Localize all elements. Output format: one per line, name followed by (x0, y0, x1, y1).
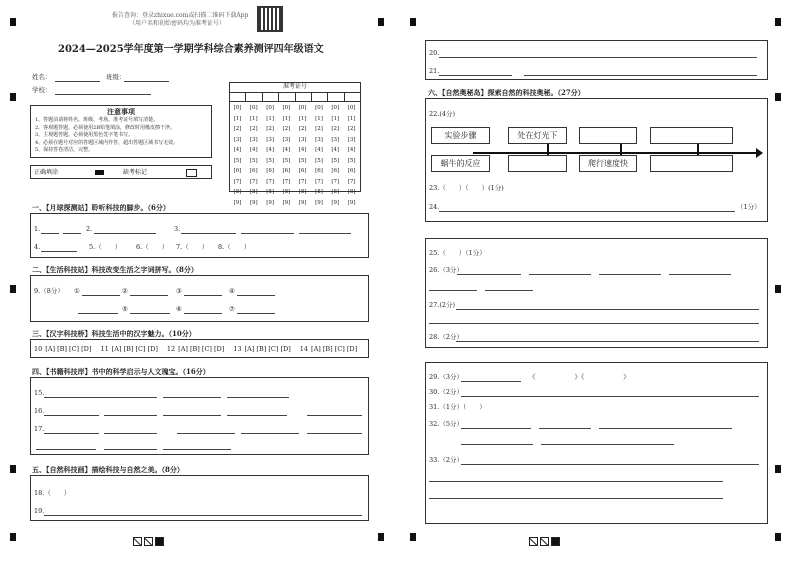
q3-answer[interactable] (181, 233, 236, 234)
q26-label: 26.（3分） (429, 266, 463, 274)
q19-answer[interactable] (44, 515, 362, 516)
q9-blank-3[interactable] (184, 295, 222, 296)
q1-answer[interactable] (41, 233, 59, 234)
section-3-box (30, 339, 369, 358)
admission-digit-bubble[interactable]: [1] (331, 115, 340, 122)
admission-digit-bubble[interactable]: [5] (249, 157, 258, 164)
q17-label: 17. (34, 425, 45, 433)
q32-answer[interactable] (541, 444, 674, 445)
choice-options[interactable]: [A] [B] [C] [D] (244, 345, 291, 353)
admission-digit-column (233, 103, 242, 208)
timing-mark (775, 533, 781, 541)
q29-answer[interactable] (461, 381, 521, 382)
admission-digit-bubble[interactable]: [7] (347, 178, 356, 185)
admission-digit-bubble[interactable]: [2] (249, 126, 258, 132)
admission-digit-bubble[interactable]: [4] (266, 147, 274, 153)
q17-answer[interactable] (36, 449, 96, 450)
q24-points: （1分） (737, 203, 761, 211)
timing-mark (10, 285, 16, 293)
admission-digit-bubble[interactable]: [5] (331, 157, 340, 164)
admission-digit-bubble[interactable]: [8] (282, 189, 291, 195)
choice-question (167, 345, 224, 353)
q20-answer[interactable] (439, 57, 757, 58)
slash-box-icon (144, 537, 153, 546)
q9-blank-1[interactable] (82, 295, 120, 296)
choice-question (34, 345, 91, 353)
correct-fill-label: 正确填涂 (34, 169, 59, 176)
section-6-title: 六、【自然奥秘岛】探索自然的科技奥秘。（27分） (428, 88, 585, 97)
missing-exam-checkbox[interactable] (186, 169, 197, 177)
q2-answer[interactable] (94, 233, 156, 234)
q28-answer[interactable] (456, 341, 759, 342)
q7-label: 7.（ ） (176, 243, 209, 251)
admission-digit-bubble[interactable]: [3] (331, 136, 340, 143)
q3-answer[interactable] (241, 233, 294, 234)
admission-digit-column (347, 103, 356, 208)
admission-digit-bubble[interactable]: [2] (298, 126, 307, 132)
admission-digit-bubble[interactable]: [1] (249, 115, 258, 122)
admission-digit-bubble[interactable]: [9] (266, 199, 274, 206)
admission-digit-bubble[interactable]: [8] (347, 189, 356, 195)
fill-example (30, 165, 212, 179)
admission-digit-bubble[interactable]: [8] (266, 189, 274, 195)
q30-label: 30.（2分） (429, 388, 463, 396)
q8-label: 8.（ ） (218, 243, 251, 251)
choice-options[interactable]: [A] [B] [C] [D] (45, 345, 92, 353)
choice-number: 12 (166, 345, 176, 353)
flow-arrow (473, 152, 761, 154)
q9-blank-6[interactable] (130, 313, 170, 314)
admission-digit-bubble[interactable]: [9] (282, 199, 291, 206)
timing-mark (10, 465, 16, 473)
choice-question (100, 345, 157, 353)
q15-answer[interactable] (227, 397, 289, 398)
admission-digit-bubble[interactable]: [3] (266, 136, 274, 143)
q17-answer[interactable] (241, 433, 299, 434)
q21-answer[interactable] (439, 75, 512, 76)
flow-experiment-box: 实验步骤 (431, 127, 490, 144)
admission-digit-bubble[interactable]: [8] (315, 189, 323, 195)
admission-digit-bubble[interactable]: [1] (298, 115, 307, 122)
section-4-title: 四、【书籍科技岸】书中的科学启示与人文瑰宝。（16分） (32, 367, 210, 376)
blank-6-marker: ⑥ (176, 305, 182, 313)
blank-2-marker: ② (122, 287, 128, 295)
choice-number: 10 (34, 345, 43, 353)
correct-fill-sample (95, 170, 104, 175)
admission-digit-bubble[interactable]: [7] (282, 178, 291, 185)
q6-label: 6.（ ） (136, 243, 169, 251)
admission-digit-bubble[interactable]: [5] (315, 157, 323, 164)
admission-digit-bubble[interactable]: [3] (347, 136, 356, 143)
q9-blank-5[interactable] (78, 313, 118, 314)
admission-digit-bubble[interactable]: [0] (315, 105, 323, 111)
timing-mark (410, 533, 416, 541)
slash-box-icon (540, 537, 549, 546)
q17-answer[interactable] (307, 433, 362, 434)
admission-digit-bubble[interactable]: [4] (249, 147, 258, 153)
q26-answer[interactable] (485, 290, 533, 291)
q33-label: 33.（2分） (429, 456, 463, 464)
q27-label: 27.(2分) (429, 301, 456, 309)
admission-digit-column (266, 103, 275, 208)
notes-box (30, 105, 212, 158)
timing-mark (10, 533, 16, 541)
notes-item: 4、必须在题号对应的答题区域内作答，超出答题区域书写无效。 (35, 139, 179, 146)
q24-answer[interactable] (439, 211, 735, 212)
admission-digit-bubble[interactable]: [6] (298, 168, 307, 174)
notice-line-1: 报告查询：登录zhixue.com或扫描二维码下载App (112, 12, 249, 19)
timing-mark (775, 285, 781, 293)
admission-digit-bubble[interactable]: [8] (331, 189, 340, 195)
q9-blank-4[interactable] (237, 295, 275, 296)
q25-label: 25.（ ）（1分） (429, 249, 486, 257)
q17-answer[interactable] (163, 449, 231, 450)
q15-answer[interactable] (163, 397, 221, 398)
admission-digit-bubble[interactable]: [6] (233, 168, 242, 174)
admission-digit-column (315, 103, 324, 208)
admission-digit-bubble[interactable]: [1] (282, 115, 291, 122)
q22-label: 22.(4分) (429, 110, 456, 118)
admission-digit-bubble[interactable]: [6] (282, 168, 291, 174)
admission-digit-bubble[interactable]: [3] (282, 136, 291, 143)
arrow-head-icon (756, 148, 763, 158)
q27-answer[interactable] (456, 309, 759, 310)
admission-digit-bubble[interactable]: [9] (331, 199, 340, 206)
q16-answer[interactable] (227, 415, 287, 416)
blank-4-marker: ④ (229, 287, 235, 295)
q27-answer[interactable] (429, 323, 759, 324)
admission-digit-bubble[interactable]: [9] (298, 199, 307, 206)
q20-21-box (425, 40, 768, 80)
admission-digit-bubble[interactable]: [0] (298, 105, 307, 111)
choice-number: 13 (233, 345, 242, 353)
choice-question (233, 345, 290, 353)
admission-digit-bubble[interactable]: [5] (266, 157, 274, 164)
flow-blank-3[interactable] (508, 155, 567, 172)
choice-options[interactable]: [A] [B] [C] [D] (178, 345, 225, 353)
admission-digit-bubble[interactable]: [3] (233, 136, 242, 143)
flow-reaction-box: 蜗牛的反应 (431, 155, 490, 172)
flow-blank-1[interactable] (579, 127, 637, 144)
q32-answer[interactable] (599, 428, 732, 429)
admission-digit-bubble[interactable]: [4] (331, 147, 340, 153)
qr-code (257, 6, 283, 32)
q15-label: 15. (34, 389, 45, 397)
choice-options[interactable]: [A] [B] [C] [D] (111, 345, 158, 353)
admission-title: 准考证号 (230, 83, 360, 93)
q16-answer[interactable] (104, 415, 157, 416)
q21-answer[interactable] (524, 75, 757, 76)
admission-digit-bubble[interactable]: [1] (233, 115, 242, 122)
admission-digit-bubble[interactable]: [8] (233, 189, 242, 195)
slash-box-icon (133, 537, 142, 546)
admission-digit-bubble[interactable]: [6] (331, 168, 340, 174)
admission-digit-bubble[interactable]: [4] (282, 147, 291, 153)
section-2-title: 二、【生活科技站】科技改变生活之字词拼写。（8分） (32, 265, 198, 274)
admission-digit-bubble[interactable]: [2] (282, 126, 291, 132)
q26-answer[interactable] (429, 290, 477, 291)
q29-label: 29.（3分） (429, 373, 463, 381)
admission-digit-bubble[interactable]: [9] (347, 199, 356, 206)
blank-1-marker: ① (74, 287, 80, 295)
admission-digit-bubble[interactable]: [2] (233, 126, 242, 132)
admission-digit-bubble[interactable]: [8] (298, 189, 307, 195)
q15-answer[interactable] (44, 397, 157, 398)
admission-digit-bubble[interactable]: [3] (298, 136, 307, 143)
q1-answer[interactable] (63, 233, 81, 234)
admission-digit-bubble[interactable]: [9] (315, 199, 323, 206)
q29-brackets: 《 》《 》 (529, 373, 630, 381)
q9-blank-8[interactable] (237, 313, 275, 314)
admission-digit-bubble[interactable]: [8] (249, 189, 258, 195)
q23-label: 23.（ ）（ ）(1分) (429, 184, 504, 192)
q9-blank-7[interactable] (184, 313, 222, 314)
name-label: 姓名： (32, 73, 52, 81)
q3-answer[interactable] (299, 233, 351, 234)
admission-digit-bubble[interactable]: [0] (266, 105, 274, 111)
admission-digit-bubble[interactable]: [2] (266, 126, 274, 132)
school-field[interactable] (55, 94, 151, 95)
flow-speed-box: 爬行速度快 (579, 155, 637, 172)
flow-blank-4[interactable] (650, 155, 733, 172)
admission-digit-bubble[interactable]: [5] (233, 157, 242, 164)
choice-number: 11 (100, 345, 109, 353)
admission-digit-bubble[interactable]: [7] (315, 178, 323, 185)
class-label: 班级： (106, 73, 126, 81)
timing-mark (10, 18, 16, 26)
admission-digit-bubble[interactable]: [5] (347, 157, 356, 164)
admission-digit-bubble[interactable]: [7] (298, 178, 307, 185)
q17-answer[interactable] (104, 449, 157, 450)
q26-answer[interactable] (457, 274, 521, 275)
admission-digit-bubble[interactable]: [7] (233, 178, 242, 185)
admission-digit-bubble[interactable]: [0] (233, 105, 242, 111)
q29-33-box (425, 362, 768, 524)
flow-light-box: 处在灯光下 (508, 127, 567, 144)
timing-mark (378, 533, 384, 541)
notes-title: 注意事项 (107, 107, 135, 116)
admission-digit-bubble[interactable]: [6] (315, 168, 323, 174)
admission-number-grid (229, 82, 361, 206)
q4-answer[interactable] (41, 251, 77, 252)
admission-digit-bubble[interactable]: [9] (233, 199, 242, 206)
admission-digit-bubble[interactable]: [9] (249, 199, 258, 206)
choice-question (300, 345, 357, 353)
filled-box-icon (155, 537, 164, 546)
admission-digit-bubble[interactable]: [7] (266, 178, 274, 185)
q32-answer[interactable] (539, 428, 591, 429)
section-3-title: 三、【汉字科技桥】科技生活中的汉字魅力。（10分） (32, 329, 196, 338)
q32-label: 32.（5分） (429, 420, 463, 428)
admission-digit-bubble[interactable]: [2] (331, 126, 340, 132)
q25-28-box (425, 238, 768, 348)
notes-item: 1、答题前请将姓名、班级、考场、准考证号填写清楚。 (35, 117, 159, 123)
section-1-title: 一、【月球探测站】聆听科技的脚步。（6分） (32, 203, 170, 212)
admission-digit-bubble[interactable]: [6] (266, 168, 274, 174)
q26-answer[interactable] (529, 274, 591, 275)
choice-options[interactable]: [A] [B] [C] [D] (311, 345, 358, 353)
admission-digit-bubble[interactable]: [1] (266, 115, 274, 122)
q26-answer[interactable] (599, 274, 661, 275)
q20-label: 20. (429, 49, 440, 57)
blank-5-marker: ⑤ (122, 305, 128, 313)
q18-label: 18.（ ） (34, 489, 71, 497)
notice-line-2: （用户名和初始密码均为准考证号） (128, 20, 225, 27)
admission-digit-bubble[interactable]: [5] (282, 157, 291, 164)
q33-answer[interactable] (429, 481, 723, 482)
q32-answer[interactable] (461, 428, 531, 429)
q28-label: 28.（2分） (429, 333, 463, 341)
admission-digit-column (282, 103, 291, 208)
q16-answer[interactable] (307, 415, 362, 416)
timing-mark (410, 18, 416, 26)
admission-digit-bubble[interactable]: [0] (282, 105, 291, 111)
admission-digit-bubble[interactable]: [1] (315, 115, 323, 122)
admission-digit-column (249, 103, 258, 208)
admission-digit-bubble[interactable]: [0] (331, 105, 340, 111)
admission-digit-bubble[interactable]: [2] (347, 126, 356, 132)
q16-label: 16. (34, 407, 45, 415)
admission-digit-bubble[interactable]: [6] (249, 168, 258, 174)
section-5-title: 五、【自然科技画】描绘科技与自然之美。（8分） (32, 465, 184, 474)
admission-digit-bubble[interactable]: [3] (315, 136, 323, 143)
admission-digit-bubble[interactable]: [2] (315, 126, 323, 132)
slash-box-icon (529, 537, 538, 546)
q16-answer[interactable] (163, 415, 221, 416)
timing-mark (10, 93, 16, 101)
filled-box-icon (551, 537, 560, 546)
admission-digit-bubble[interactable]: [4] (315, 147, 323, 153)
timing-mark (775, 18, 781, 26)
flow-blank-2[interactable] (650, 127, 733, 144)
q1-label: 1. (34, 225, 41, 233)
q9-blank-2[interactable] (130, 295, 168, 296)
q33-answer[interactable] (461, 464, 759, 465)
admission-digit-column (298, 103, 307, 208)
admission-digit-bubble[interactable]: [1] (347, 115, 356, 122)
admission-digit-bubble[interactable]: [4] (233, 147, 242, 153)
class-field[interactable] (124, 81, 169, 82)
q16-answer[interactable] (44, 415, 99, 416)
q24-label: 24. (429, 203, 440, 211)
q4-label: 4. (34, 243, 41, 251)
admission-digit-column (331, 103, 340, 208)
q21-label: 21. (429, 67, 440, 75)
section-1-box (30, 213, 369, 258)
admission-digit-bubble[interactable]: [0] (249, 105, 258, 111)
timing-mark (775, 465, 781, 473)
q2-label: 2. (86, 225, 93, 233)
admission-digit-bubble[interactable]: [7] (331, 178, 340, 185)
q9-label: 9.（8分） (34, 287, 64, 295)
admission-digit-bubble[interactable]: [5] (298, 157, 307, 164)
q17-answer[interactable] (177, 433, 235, 434)
notes-item: 2、客观题答题，必须使用2B铅笔填涂，修改时用橡皮擦干净。 (35, 124, 176, 131)
school-label: 学校： (32, 86, 52, 94)
missing-exam-label: 缺考标记 (123, 169, 148, 176)
section-6-box (425, 98, 768, 222)
admission-digit-bubble[interactable]: [4] (347, 147, 356, 153)
section-2-box (30, 275, 369, 322)
page-title: 2024—2025学年度第一学期学科综合素养测评四年级语文 (58, 44, 324, 55)
q17-answer[interactable] (104, 433, 157, 434)
q17-answer[interactable] (44, 433, 99, 434)
q26-answer[interactable] (669, 274, 731, 275)
admission-digit-bubble[interactable]: [3] (249, 136, 258, 143)
timing-mark (378, 18, 384, 26)
blank-7-marker: ⑦ (229, 305, 235, 313)
admission-digit-bubble[interactable]: [6] (347, 168, 356, 174)
q30-answer[interactable] (461, 396, 759, 397)
admission-digit-bubble[interactable]: [0] (347, 105, 356, 111)
q19-label: 19. (34, 507, 45, 515)
name-field[interactable] (55, 81, 100, 82)
admission-digit-bubble[interactable]: [7] (249, 178, 258, 185)
q31-label: 31.（1分）（ ） (429, 403, 486, 411)
admission-digit-bubble[interactable]: [4] (298, 147, 307, 153)
q5-label: 5.（ ） (89, 243, 122, 251)
blank-3-marker: ③ (176, 287, 182, 295)
page-mark-left (133, 531, 166, 550)
q32-answer[interactable] (461, 444, 533, 445)
section-4-box (30, 377, 369, 455)
timing-mark (775, 93, 781, 101)
choice-number: 14 (299, 345, 309, 353)
notes-item: 3、主观题答题，必须使用黑色签字笔书写。 (35, 132, 134, 138)
section-5-box (30, 475, 369, 521)
q3-label: 3. (174, 225, 181, 233)
q33-answer[interactable] (429, 498, 723, 499)
page-mark-right (529, 531, 562, 550)
notes-item: 5、保持答卷清洁、完整。 (35, 147, 94, 153)
